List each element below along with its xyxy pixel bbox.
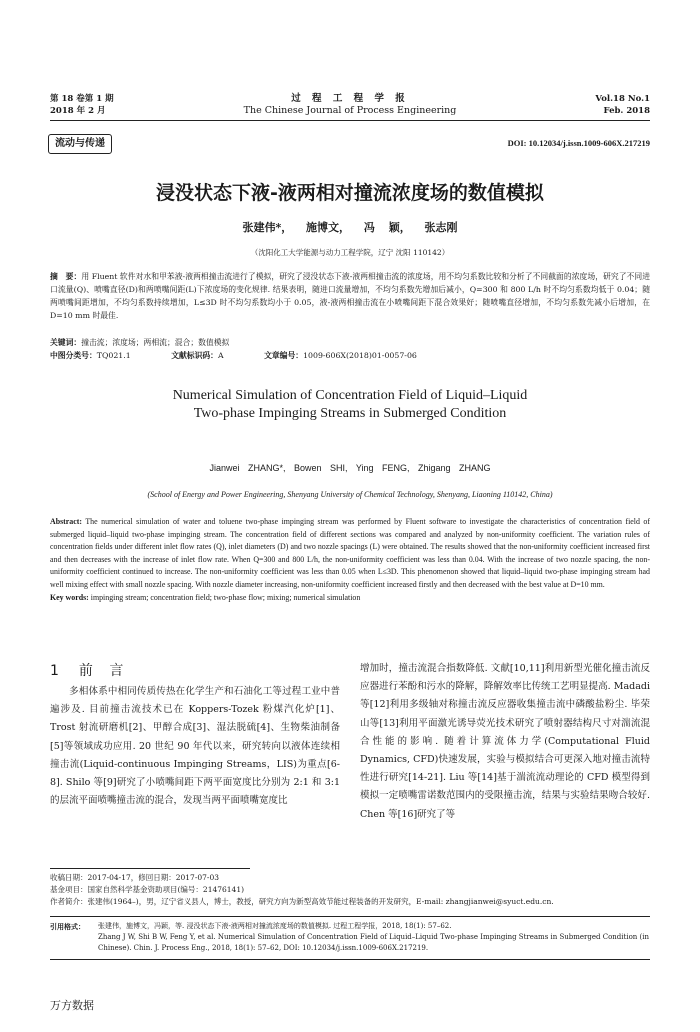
title-zh: 浸没状态下液-液两相对撞流浓度场的数值模拟 — [156, 182, 544, 204]
abstract-en-label: Abstract: — [50, 517, 82, 526]
date-en: Feb. 2018 — [603, 106, 650, 116]
keywords-zh-label: 关键词： — [50, 338, 82, 347]
doc-code-label: 文献标识码： — [171, 351, 218, 360]
doc-code-value: A — [217, 351, 224, 360]
authors-zh: 张建伟*， 施博文， 冯 颖， 张志刚 — [242, 221, 458, 234]
body-left-column — [50, 683, 340, 810]
footnote-author: 作者简介：张建伟(1964–)，男，辽宁省义县人，博士，教授，研究方向为新型高效节能过程装备的开发研究，E-mail: zhangjianwei@syuct.edu.cn. — [50, 897, 554, 906]
abstract-zh — [50, 270, 650, 322]
section-tag: 流动与传递 — [48, 134, 112, 154]
doi: DOI: 10.12034/j.issn.1009-606X.217219 — [507, 138, 650, 148]
abstract-zh-label: 摘 要： — [50, 272, 82, 281]
watermark: 万方数据 — [50, 999, 94, 1012]
journal-name-zh: 过 程 工 程 学 报 — [291, 93, 409, 104]
title-en-line-1: Numerical Simulation of Concentration Field of Liquid–Liquid — [172, 388, 528, 403]
citation-zh: 张建伟，施博文，冯颖，等. 浸没状态下液-液两相对撞流浓度场的数值模拟. 过程工程学报，2018, 18(1): 57–62. — [98, 922, 452, 930]
citation-label: 引用格式： — [50, 922, 85, 931]
footnote-dates: 收稿日期：2017-04-17，修回日期：2017-07-03 — [50, 873, 219, 882]
citation-en: Zhang J W, Shi B W, Feng Y, et al. Numerical Simulation of Concentration Field of Liquid–Liquid Two-phase Impinging Streams in Submerged Condition (in Chinese). Chin. J. Process Eng., 2018, 18(1): 57–62, DOI: 10.12034/j.issn.1009-606X.217219. — [98, 933, 649, 952]
footnote-rule — [50, 868, 250, 869]
section-1-title: 前 言 — [78, 663, 130, 679]
abstract-zh-text: 用 Fluent 软件对水和甲苯液-液两相撞击流进行了模拟，研究了浸没状态下液-液两相撞击流的浓度场，用不均匀系数比较和分析了不同截面的浓度场，研究了不同进口流量(Q)、喷嘴直径(D)和两喷嘴间距(L)下浓度场的变化规律. 结果表明，随进口流量增加，不均匀系数先增加后减小，Q=300 和 800 L/h 时不均匀系数均低于 0.04；随两喷嘴间距增加，不均匀系数持续增加，L≤3D 时不均匀系数均小于 0.05，液-液两相撞击流在小喷嘴间距下混合效果好；随喷嘴直径增加，不均匀系数先减小后增加，在 D=10 mm 时最佳. — [50, 272, 651, 320]
clc-label: 中图分类号： — [50, 351, 97, 360]
abstract-en-text: The numerical simulation of water and toluene two-phase impinging stream was performed by Fluent software to investigate the characteristics of concentration field of submerged liquid–liquid two-phase impinging stream. The concentration field of different sections was compared and analyzed by non-uniformity coefficient. The variation rules of concentration fields under different inlet flow rates (Q), inlet diameters (D) and two nozzle spacings (L) were obtained. The results showed that the non-uniformity coefficient increased first and then decreases with the increase of inlet flow rate. When Q=300 and 800 L/h, the non-uniformity coefficient was less than 0.04. With the increase of two nozzle spacing, the non-uniformity coefficient continued to increase. The non-uniformity coefficient was less than 0.05 when L≤3D. This phenomenon showed that liquid–liquid two-phase impinging stream had well mixing effect with small nozzle spacing. With nozzle diameter increasing, non-uniformity coefficient increased firstly and then decreased with the best value at D=10 mm. — [50, 517, 650, 589]
article-no-value: 1009-606X(2018)01-0057-06 — [303, 351, 417, 360]
section-1-heading — [50, 660, 129, 680]
abstract-en — [50, 516, 650, 604]
citation — [50, 921, 650, 954]
keywords-en-label: Key words: — [50, 592, 89, 602]
footnote-fund: 基金项目：国家自然科学基金资助项目(编号：21476141) — [50, 885, 245, 894]
journal-name-en: The Chinese Journal of Process Engineering — [243, 105, 457, 116]
keywords-zh-text: 撞击流；浓度场；两相流；混合；数值模拟 — [81, 338, 230, 347]
article-no-label: 文章编号： — [264, 351, 304, 360]
keywords-zh — [50, 336, 650, 349]
title-en — [0, 387, 700, 423]
body-right-text: 增加时，撞击流混合指数降低. 文献[10,11]利用新型光催化撞击流反应器进行苯酚和污水的降解，降解效率比传统工艺明显提高. Madadi 等[12]利用多级轴对称撞击流反应器收集撞击流中磷酸盐粉尘. 毕荣山等[13]利用平面激光诱导荧光技术研究了喷射器结构尺寸对湍流混合性能的影响. 随着计算流体力学(Computational Fluid Dynamics, CFD)快速发展，实验与模拟结合可更深入地对撞击流特性进行研究[14-21]. Liu 等[14]基于湍流流动理论的 CFD 模型得到模拟一定喷嘴雷诺数范围内的受限撞击流，结果与实验结果吻合较好. Chen 等[16]研究了等 — [360, 663, 650, 820]
date-zh: 2018 年 2 月 — [50, 106, 106, 116]
clc-value: TQ021.1 — [96, 351, 131, 360]
affiliation-zh: （沈阳化工大学能源与动力工程学院，辽宁 沈阳 110142） — [250, 248, 450, 257]
header-volume-en — [595, 93, 650, 117]
authors-en: Jianwei ZHANG*, Bowen SHI, Ying FENG, Zhigang ZHANG — [209, 463, 491, 473]
volume-en: Vol.18 No.1 — [595, 94, 650, 104]
title-en-line-2: Two-phase Impinging Streams in Submerged Condition — [193, 406, 507, 421]
section-1-number: 1 — [50, 663, 59, 679]
body-left-text: 多相体系中相同传质传热在化学生产和石油化工等过程工业中普遍涉及. 目前撞击流技术已在 Koppers-Tozek 粉煤汽化炉[1]、Trost 射流研磨机[2]、甲醇合成[3]、湿法脱硫[4]、生物柴油制备[5]等领域成功应用. 20 世纪 90 年代以来，研究转向以液体连续相撞击流(Liquid-continuous Impinging Streams，LIS)为重点[6-8]. Shilo 等[9]研究了小喷嘴间距下两平面宽度比分别为 2:1 和 3:1 的层流平面喷嘴撞击流的混合，发现当两平面喷嘴宽度比 — [50, 686, 340, 807]
classification-line — [50, 349, 650, 362]
affiliation-en: (School of Energy and Power Engineering, Shenyang University of Chemical Technology, Shenyang, Liaoning 110142, China) — [147, 490, 553, 499]
keywords-en-text: impinging stream; concentration field; two-phase flow; mixing; numerical simulation — [90, 592, 361, 602]
volume-zh: 第 18 卷第 1 期 — [50, 94, 114, 104]
body-right-column — [360, 660, 650, 824]
header-rule — [50, 120, 650, 121]
